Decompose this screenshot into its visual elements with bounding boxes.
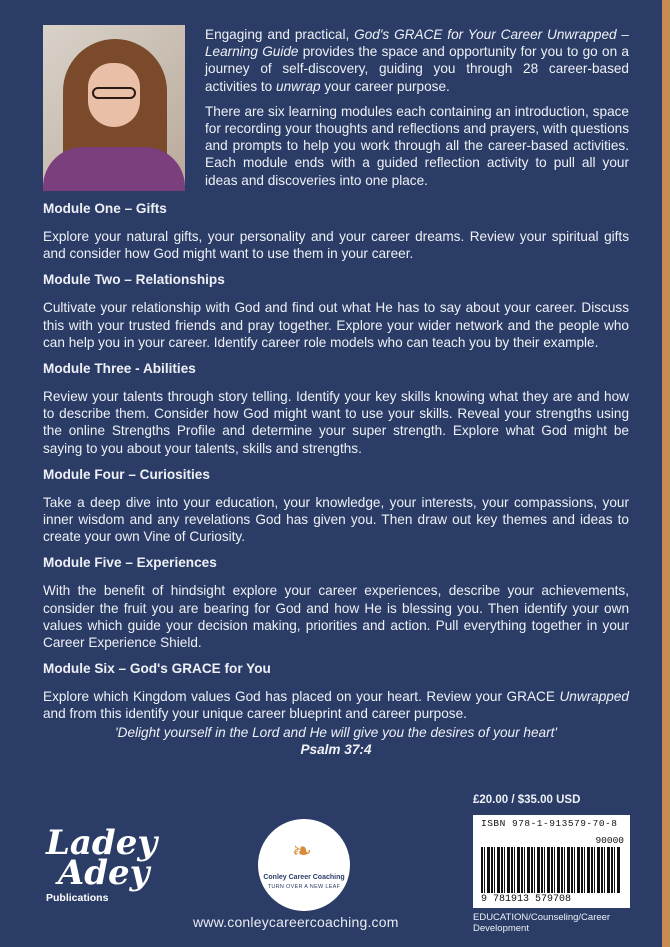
author-photo: [43, 25, 185, 191]
coaching-name: Conley Career Coaching: [263, 874, 345, 881]
coaching-tagline: TURN OVER A NEW LEAF: [267, 884, 341, 890]
module-text: Explore your natural gifts, your personality and your career dreams. Review your spiritual gifts and consider how God might want to use them in your career.: [43, 229, 629, 262]
website-url: www.conleycareercoaching.com: [193, 914, 399, 930]
barcode-bars: [481, 847, 621, 893]
module-text: Take a deep dive into your education, your knowledge, your interests, your compassions, your inner wisdom and any revelations God has given you. Then draw out key themes and ideas to create your own Vine of Curiosity.: [43, 494, 629, 545]
leaf-icon: ❧: [292, 838, 313, 865]
modules-list: [43, 201, 629, 733]
isbn-text: ISBN 978-1-913579-70-8: [481, 818, 618, 829]
module-heading: Module Four – Curiosities: [43, 466, 210, 482]
isbn-barcode: [473, 815, 630, 908]
module-text: Cultivate your relationship with God and find out what He has to say about your career. Discuss this with your trusted friends and pray together. Explore your wider network and the people who can help you in your career. Identify career role models who can teach you by their example.: [43, 300, 629, 350]
price-label: £20.00 / $35.00 USD: [473, 794, 581, 806]
barcode-number: 9 781913 579708: [481, 894, 572, 905]
module-text: With the benefit of hindsight explore your career experiences, describe your achievements, consider the fruit you are bearing for God and how He is blessing you. Then identify your own values which guide your decision making, priorities and action. Pull everything together in your Career Experience Shield.: [43, 583, 629, 651]
intro-paragraph-1: Engaging and practical, God's GRACE for Your Career Unwrapped – Learning Guide provides the space and opportunity for you to go on a journey of self-discovery, guiding you through 28 career-based activities to unwrap your career purpose.: [205, 27, 629, 94]
module-text: Explore which Kingdom values God has placed on your heart. Review your GRACE Unwrapped and from this identify your unique career blueprint and career purpose.: [43, 689, 629, 722]
intro-text: [205, 26, 629, 197]
barcode-addon: 90000: [595, 835, 624, 846]
quote-reference: Psalm 37:4: [300, 742, 372, 758]
module-heading: Module One – Gifts: [43, 201, 167, 216]
intro-paragraph-2: There are six learning modules each containing an introduction, space for recording your thoughts and reflections and prayers, with questions and prompts to help you work through all the career-based activities. Each module ends with a guided reflection activity to pull all your ideas and discoveries into one place.: [205, 103, 629, 188]
coaching-logo: [258, 819, 350, 911]
module-heading: Module Two – Relationships: [43, 272, 225, 288]
publisher-logo: Ladey Adey Publications: [46, 823, 158, 904]
book-category: EDUCATION/Counseling/Career Development: [473, 912, 611, 934]
module-text: Review your talents through story telling. Identify your key skills knowing what they are and how to describe them. Consider how God might want to use your skills. Reveal your strengths using the online Strengths Profile and determine your super strength. Explore what God might be saying to you about your talents, skills and strengths.: [43, 389, 629, 456]
publisher-sub: Publications: [46, 892, 109, 904]
book-spine-edge: [662, 0, 670, 947]
module-heading: Module Five – Experiences: [43, 555, 217, 571]
module-heading: Module Three - Abilities: [43, 361, 196, 377]
scripture-quote: [43, 724, 629, 758]
module-heading: Module Six – God's GRACE for You: [43, 661, 271, 677]
quote-text: 'Delight yourself in the Lord and He will give you the desires of your heart': [115, 725, 557, 740]
